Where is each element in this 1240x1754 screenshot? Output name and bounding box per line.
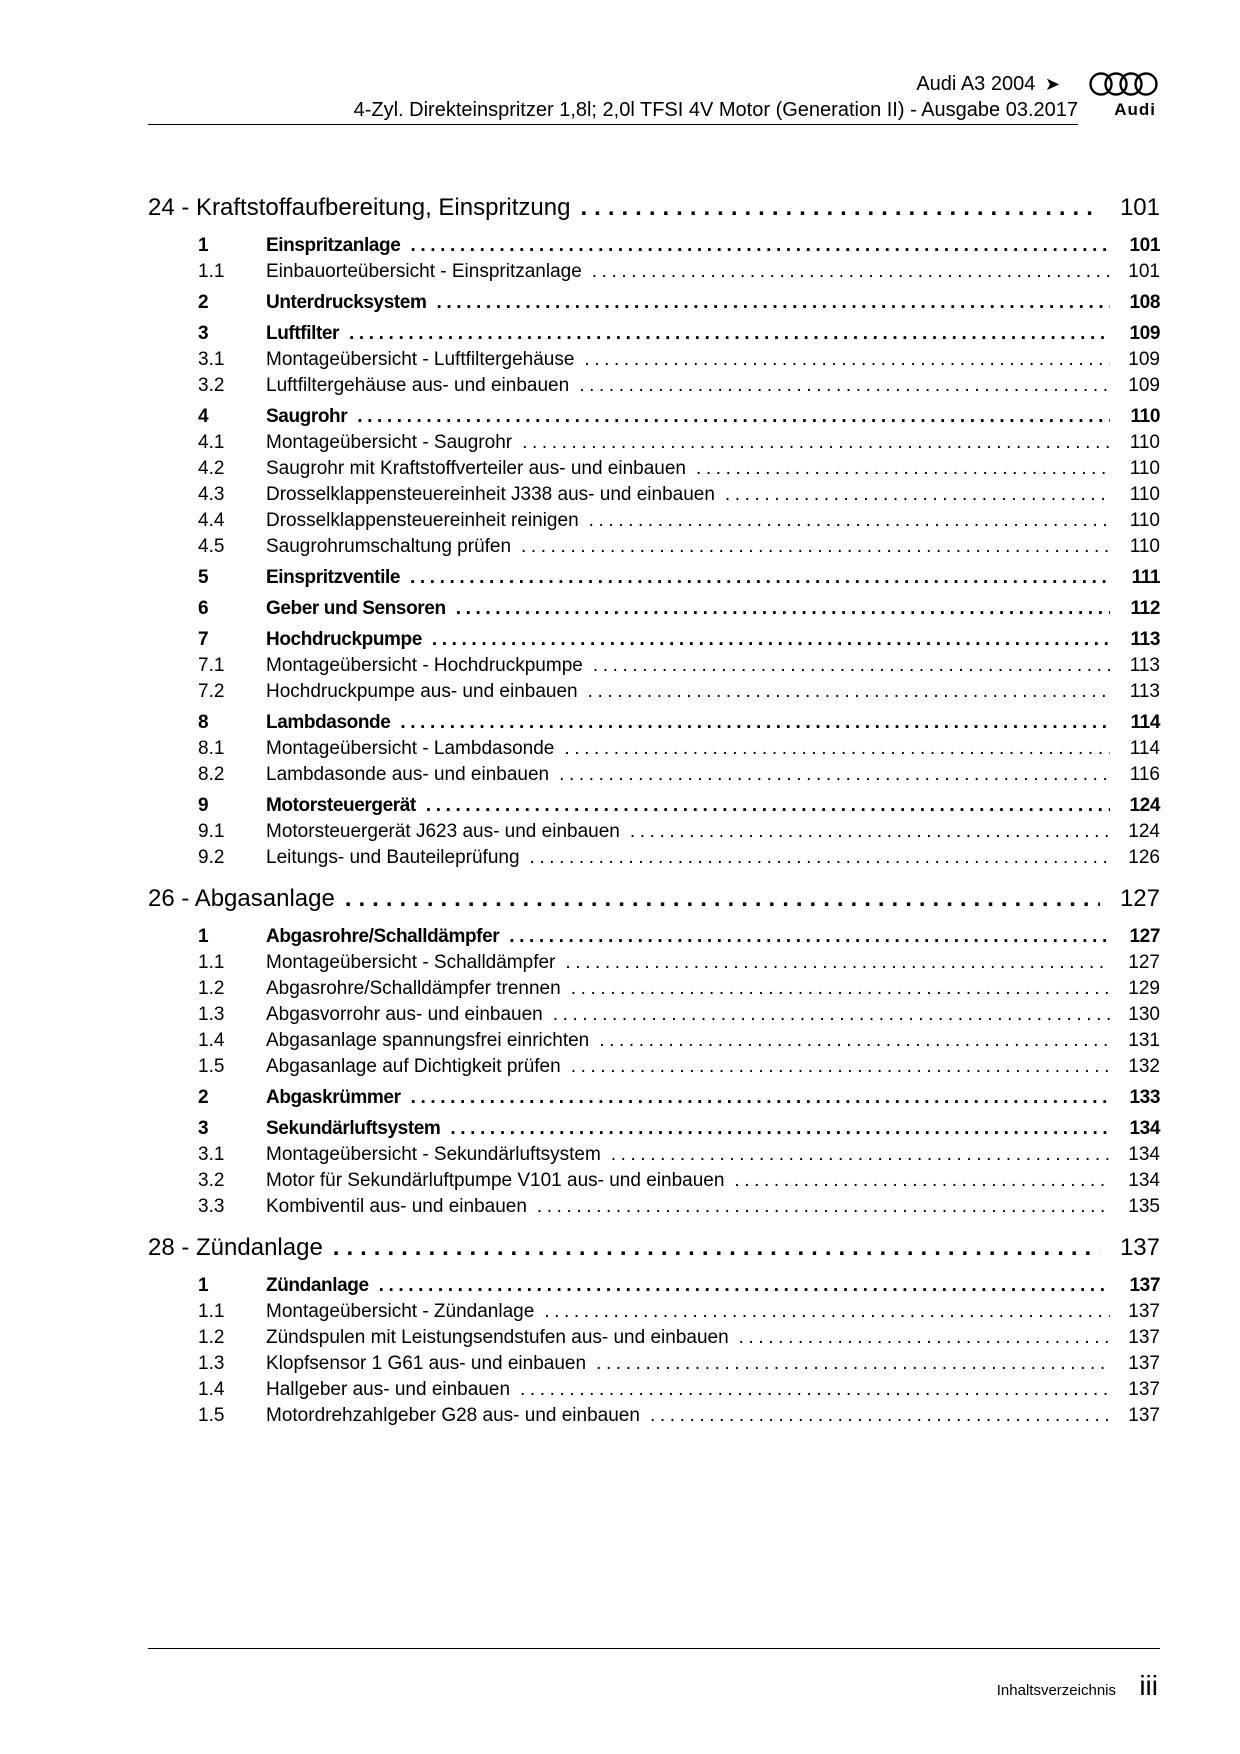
dot-leader [611, 1142, 1110, 1168]
toc-subsection-entry[interactable] [148, 534, 1160, 560]
entry-page: 113 [1130, 629, 1160, 650]
entry-page: 108 [1129, 292, 1160, 313]
dot-leader [432, 627, 1110, 653]
entry-number: 1.3 [198, 1004, 225, 1025]
entry-number: 8 [198, 712, 209, 733]
audi-logo-text: Audi [1114, 100, 1156, 119]
entry-title: Einbauorteübersicht - Einspritzanlage [266, 261, 582, 282]
toc-section-entry[interactable] [148, 793, 1160, 819]
entry-number: 1 [198, 926, 209, 947]
dot-leader [596, 1351, 1110, 1377]
toc-section-entry[interactable] [148, 290, 1160, 316]
entry-page: 101 [1128, 261, 1160, 282]
entry-number: 4 [198, 406, 209, 427]
entry-page: 110 [1129, 458, 1160, 479]
dot-leader [345, 879, 1100, 919]
entry-number: 1.2 [198, 1327, 225, 1348]
toc-subsection-entry[interactable] [148, 762, 1160, 788]
toc-subsection-entry[interactable] [148, 1142, 1160, 1168]
entry-title: Lambdasonde aus- und einbauen [266, 764, 550, 785]
entry-page: 101 [1129, 235, 1160, 256]
dot-leader [599, 1028, 1110, 1054]
dot-leader [650, 1403, 1110, 1429]
entry-page: 137 [1128, 1379, 1160, 1400]
page-footer [148, 1648, 1160, 1708]
dot-leader [509, 924, 1110, 950]
entry-page: 134 [1129, 1118, 1160, 1139]
entry-page: 110 [1129, 484, 1160, 505]
page-header [148, 68, 1160, 128]
entry-page: 135 [1128, 1196, 1160, 1217]
entry-page: 137 [1128, 1301, 1160, 1322]
toc-subsection-entry[interactable] [148, 430, 1160, 456]
entry-title: Saugrohr [266, 406, 348, 427]
entry-number: 1.3 [198, 1353, 225, 1374]
chapter-title: 28 - Zündanlage [148, 1234, 323, 1261]
dot-leader [520, 1377, 1110, 1403]
toc-subsection-entry[interactable] [148, 736, 1160, 762]
entry-title: Montageübersicht - Saugrohr [266, 432, 513, 453]
entry-title: Abgasanlage auf Dichtigkeit prüfen [266, 1056, 561, 1077]
dot-leader [349, 321, 1110, 347]
dot-leader [410, 565, 1110, 591]
entry-title: Einspritzanlage [266, 235, 401, 256]
dot-leader [450, 1116, 1110, 1142]
entry-number: 7 [198, 629, 209, 650]
entry-page: 109 [1128, 349, 1160, 370]
entry-page: 130 [1128, 1004, 1160, 1025]
toc-subsection-entry[interactable] [148, 1002, 1160, 1028]
toc-section-entry[interactable] [148, 1085, 1160, 1111]
footer-divider [148, 1648, 1160, 1649]
dot-leader [411, 1085, 1110, 1111]
dot-leader [734, 1168, 1110, 1194]
entry-page: 109 [1129, 323, 1160, 344]
entry-number: 1.2 [198, 978, 225, 999]
entry-title: Klopfsensor 1 G61 aus- und einbauen [266, 1353, 587, 1374]
chapter-title: 26 - Abgasanlage [148, 885, 335, 912]
entry-number: 3.3 [198, 1196, 225, 1217]
entry-title: Leitungs- und Bauteileprüfung [266, 847, 520, 868]
dot-leader [565, 950, 1110, 976]
entry-title: Lambdasonde [266, 712, 391, 733]
toc-chapter-heading[interactable] [148, 1228, 1160, 1268]
dot-leader [696, 456, 1110, 482]
toc-chapter [148, 879, 1160, 1220]
footer-page-number: iii [1139, 1670, 1158, 1701]
entry-title: Abgasrohre/Schalldämpfer [266, 926, 500, 947]
dot-leader [357, 404, 1110, 430]
entry-title: Geber und Sensoren [266, 598, 446, 619]
toc-subsection-entry[interactable] [148, 1299, 1160, 1325]
entry-page: 127 [1129, 926, 1160, 947]
dot-leader [564, 736, 1110, 762]
chapter-page: 101 [1119, 194, 1160, 221]
entry-page: 109 [1128, 375, 1160, 396]
toc-subsection-entry[interactable] [148, 456, 1160, 482]
entry-number: 1 [198, 235, 209, 256]
dot-leader [630, 819, 1110, 845]
toc-section-entry[interactable] [148, 627, 1160, 653]
entry-number: 4.1 [198, 432, 225, 453]
entry-number: 9.2 [198, 847, 225, 868]
entry-title: Montageübersicht - Lambdasonde [266, 738, 555, 759]
entry-page: 129 [1128, 978, 1160, 999]
entry-page: 112 [1130, 598, 1160, 619]
entry-page: 127 [1128, 952, 1160, 973]
entry-page: 124 [1129, 795, 1160, 816]
toc-section-entry[interactable] [148, 596, 1160, 622]
dot-leader [426, 793, 1110, 819]
dot-leader [521, 534, 1110, 560]
toc-subsection-entry[interactable] [148, 259, 1160, 285]
entry-page: 116 [1129, 764, 1160, 785]
entry-number: 3.1 [198, 349, 225, 370]
dot-leader [589, 508, 1110, 534]
entry-page: 134 [1128, 1170, 1160, 1191]
toc-section-entry[interactable] [148, 233, 1160, 259]
dot-leader [559, 762, 1110, 788]
entry-number: 8.2 [198, 764, 225, 785]
entry-title: Drosselklappensteuereinheit reinigen [266, 510, 579, 531]
entry-number: 7.1 [198, 655, 225, 676]
dot-leader [579, 373, 1110, 399]
entry-title: Unterdrucksystem [266, 292, 427, 313]
entry-title: Motordrehzahlgeber G28 aus- und einbauen [266, 1405, 640, 1426]
entry-title: Saugrohr mit Kraftstoffverteiler aus- und einbauen [266, 458, 686, 479]
entry-title: Montageübersicht - Schalldämpfer [266, 952, 556, 973]
entry-number: 4.3 [198, 484, 225, 505]
entry-title: Abgaskrümmer [266, 1087, 401, 1108]
toc-section-entry[interactable] [148, 321, 1160, 347]
entry-number: 9.1 [198, 821, 225, 842]
toc-subsection-entry[interactable] [148, 1351, 1160, 1377]
entry-title: Luftfilter [266, 323, 340, 344]
dot-leader [456, 596, 1110, 622]
entry-number: 1.4 [198, 1030, 225, 1051]
dot-leader [588, 679, 1110, 705]
entry-title: Drosselklappensteuereinheit J338 aus- und einbauen [266, 484, 715, 505]
header-model: Audi A3 2004 [916, 73, 1036, 95]
toc-subsection-entry[interactable] [148, 482, 1160, 508]
toc-chapter [148, 188, 1160, 871]
entry-title: Sekundärluftsystem [266, 1118, 441, 1139]
entry-number: 3 [198, 323, 209, 344]
chapter-page: 127 [1119, 885, 1160, 912]
toc-subsection-entry[interactable] [148, 1325, 1160, 1351]
dot-leader [584, 347, 1110, 373]
arrow-icon: ➤ [1044, 74, 1060, 94]
dot-leader [592, 259, 1110, 285]
entry-title: Saugrohrumschaltung prüfen [266, 536, 512, 557]
entry-page: 137 [1128, 1327, 1160, 1348]
entry-page: 134 [1128, 1144, 1160, 1165]
dot-leader [739, 1325, 1110, 1351]
entry-number: 4.2 [198, 458, 225, 479]
toc-subsection-entry[interactable] [148, 508, 1160, 534]
entry-number: 3.1 [198, 1144, 225, 1165]
toc-subsection-entry[interactable] [148, 1054, 1160, 1080]
entry-number: 3.2 [198, 1170, 225, 1191]
entry-page: 132 [1128, 1056, 1160, 1077]
entry-number: 4.5 [198, 536, 225, 557]
dot-leader [553, 1002, 1110, 1028]
entry-page: 137 [1128, 1405, 1160, 1426]
dot-leader [530, 845, 1110, 871]
entry-page: 137 [1128, 1353, 1160, 1374]
entry-page: 110 [1129, 510, 1160, 531]
entry-title: Luftfiltergehäuse aus- und einbauen [266, 375, 570, 396]
entry-title: Motorsteuergerät [266, 795, 416, 816]
toc-subsection-entry[interactable] [148, 347, 1160, 373]
entry-title: Abgasrohre/Schalldämpfer trennen [266, 978, 561, 999]
header-divider [148, 124, 1078, 125]
chapter-page: 137 [1119, 1234, 1160, 1261]
dot-leader [410, 233, 1110, 259]
toc-chapter-heading[interactable] [148, 879, 1160, 919]
entry-number: 2 [198, 292, 209, 313]
entry-number: 3 [198, 1118, 209, 1139]
entry-number: 5 [198, 567, 209, 588]
audi-rings-logo-icon [1088, 70, 1160, 122]
dot-leader [522, 430, 1110, 456]
entry-page: 114 [1130, 712, 1160, 733]
dot-leader [725, 482, 1110, 508]
dot-leader [580, 188, 1100, 228]
entry-number: 1.5 [198, 1405, 225, 1426]
entry-page: 113 [1129, 681, 1160, 702]
entry-page: 111 [1131, 567, 1160, 588]
entry-number: 1.1 [198, 261, 225, 282]
entry-title: Motorsteuergerät J623 aus- und einbauen [266, 821, 620, 842]
entry-title: Zündanlage [266, 1275, 369, 1296]
dot-leader [400, 710, 1110, 736]
entry-title: Abgasanlage spannungsfrei einrichten [266, 1030, 590, 1051]
header-model-line [916, 73, 1060, 96]
dot-leader [571, 1054, 1110, 1080]
entry-number: 1 [198, 1275, 209, 1296]
entry-title: Montageübersicht - Hochdruckpumpe [266, 655, 583, 676]
header-subtitle: 4-Zyl. Direkteinspritzer 1,8l; 2,0l TFSI 4V Motor (Generation II) - Ausgabe 03.2017 [353, 99, 1078, 121]
toc-section-entry[interactable] [148, 710, 1160, 736]
entry-title: Hochdruckpumpe aus- und einbauen [266, 681, 578, 702]
entry-page: 131 [1128, 1030, 1160, 1051]
entry-page: 137 [1129, 1275, 1160, 1296]
toc-subsection-entry[interactable] [148, 1028, 1160, 1054]
entry-number: 1.4 [198, 1379, 225, 1400]
toc-section-entry[interactable] [148, 1116, 1160, 1142]
dot-leader [544, 1299, 1110, 1325]
entry-title: Einspritzventile [266, 567, 401, 588]
toc-subsection-entry[interactable] [148, 819, 1160, 845]
toc-subsection-entry[interactable] [148, 679, 1160, 705]
entry-page: 110 [1130, 406, 1160, 427]
entry-title: Hallgeber aus- und einbauen [266, 1379, 511, 1400]
toc-section-entry[interactable] [148, 565, 1160, 591]
entry-title: Montageübersicht - Sekundärluftsystem [266, 1144, 601, 1165]
toc-subsection-entry[interactable] [148, 976, 1160, 1002]
entry-number: 1.5 [198, 1056, 225, 1077]
entry-number: 9 [198, 795, 209, 816]
entry-number: 8.1 [198, 738, 225, 759]
entry-number: 2 [198, 1087, 209, 1108]
dot-leader [571, 976, 1110, 1002]
chapter-title: 24 - Kraftstoffaufbereitung, Einspritzung [148, 194, 571, 221]
toc-section-entry[interactable] [148, 924, 1160, 950]
toc-section-entry[interactable] [148, 1273, 1160, 1299]
entry-page: 110 [1129, 432, 1160, 453]
footer-label: Inhaltsverzeichnis [996, 1682, 1116, 1699]
entry-number: 7.2 [198, 681, 225, 702]
entry-title: Abgasvorrohr aus- und einbauen [266, 1004, 543, 1025]
toc-subsection-entry[interactable] [148, 845, 1160, 871]
entry-page: 114 [1129, 738, 1160, 759]
entry-page: 133 [1129, 1087, 1160, 1108]
entry-title: Zündspulen mit Leistungsendstufen aus- und einbauen [266, 1327, 729, 1348]
dot-leader [436, 290, 1110, 316]
entry-page: 113 [1129, 655, 1160, 676]
dot-leader [333, 1228, 1100, 1268]
toc-subsection-entry[interactable] [148, 1194, 1160, 1220]
entry-page: 124 [1128, 821, 1160, 842]
dot-leader [379, 1273, 1110, 1299]
toc-subsection-entry[interactable] [148, 1377, 1160, 1403]
toc-subsection-entry[interactable] [148, 373, 1160, 399]
toc-subsection-entry[interactable] [148, 1403, 1160, 1429]
entry-page: 126 [1128, 847, 1160, 868]
toc-chapter-heading[interactable] [148, 188, 1160, 228]
dot-leader [537, 1194, 1110, 1220]
toc-chapter [148, 1228, 1160, 1429]
entry-page: 110 [1129, 536, 1160, 557]
entry-title: Kombiventil aus- und einbauen [266, 1196, 527, 1217]
toc-subsection-entry[interactable] [148, 1168, 1160, 1194]
entry-title: Montageübersicht - Luftfiltergehäuse [266, 349, 575, 370]
entry-number: 1.1 [198, 1301, 225, 1322]
table-of-contents [148, 188, 1160, 1437]
toc-subsection-entry[interactable] [148, 950, 1160, 976]
entry-title: Hochdruckpumpe [266, 629, 422, 650]
entry-title: Montageübersicht - Zündanlage [266, 1301, 535, 1322]
toc-section-entry[interactable] [148, 404, 1160, 430]
entry-number: 4.4 [198, 510, 225, 531]
entry-number: 6 [198, 598, 209, 619]
entry-title: Motor für Sekundärluftpumpe V101 aus- und einbauen [266, 1170, 725, 1191]
dot-leader [593, 653, 1110, 679]
entry-number: 1.1 [198, 952, 225, 973]
entry-number: 3.2 [198, 375, 225, 396]
toc-subsection-entry[interactable] [148, 653, 1160, 679]
